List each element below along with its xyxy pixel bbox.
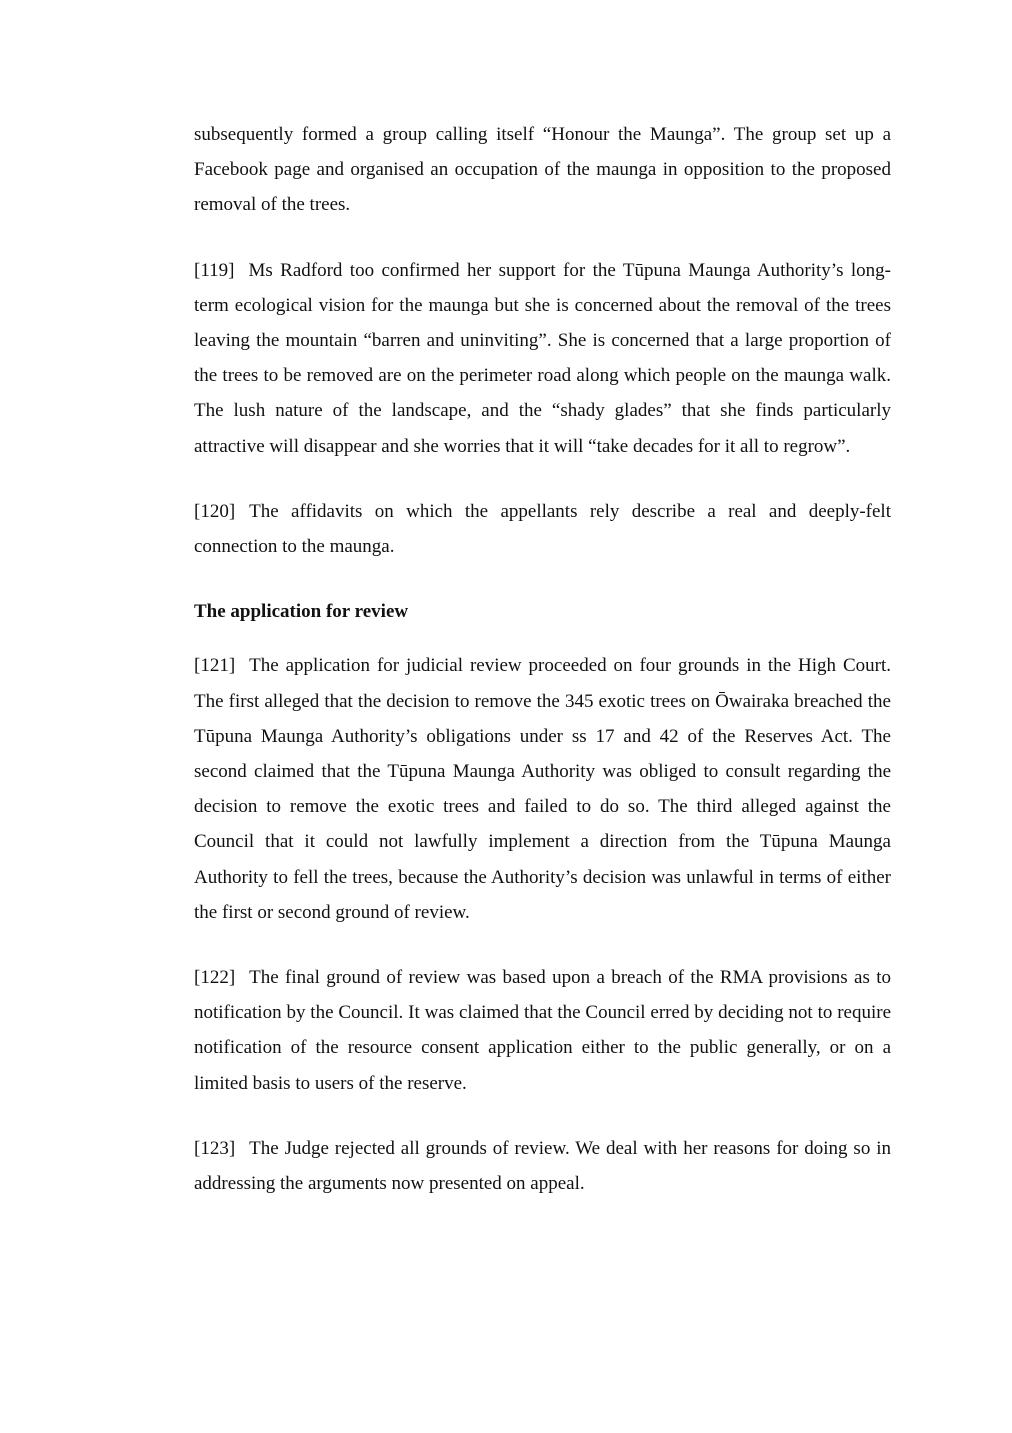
paragraph-text: The application for judicial review proceeded on four grounds in the High Court. The first alleged that the decision to remove the 345 exotic trees on Ōwairaka breached the Tūpuna Maunga Authority’s obligations under ss 17 and 42 of the Reserves Act. The second claimed that the Tūpuna Maunga Authority was obliged to consult regarding the decision to remove the exotic trees and failed to do so. The third alleged against the Council that it could not lawfully implement a direction from the Tūpuna Maunga Authority to fell the trees, because the Authority’s decision was unlawful in terms of either the first or second ground of review. bbox=[194, 655, 891, 923]
paragraph-120 bbox=[194, 494, 891, 564]
paragraph-text: Ms Radford too confirmed her support for the Tūpuna Maunga Authority’s long-term ecological vision for the maunga but she is concerned about the removal of the trees leaving the mountain “barren and uninviting”. She is concerned that a large proportion of the trees to be removed are on the perimeter road along which people on the maunga walk. The lush nature of the landscape, and the “shady glades” that she finds particularly attractive will disappear and she worries that it will “take decades for it all to regrow”. bbox=[194, 259, 891, 457]
paragraph-119 bbox=[194, 253, 891, 464]
section-heading: The application for review bbox=[194, 601, 409, 623]
paragraph-number: [120] bbox=[194, 500, 236, 522]
paragraph-121 bbox=[194, 648, 891, 930]
paragraph-text: The affidavits on which the appellants rely describe a real and deeply-felt connection to the maunga. bbox=[194, 500, 891, 558]
paragraph-text: The final ground of review was based upon a breach of the RMA provisions as to notification by the Council. It was claimed that the Council erred by deciding not to require notification of the resource consent application either to the public generally, or on a limited basis to users of the reserve. bbox=[194, 967, 891, 1094]
paragraph-123 bbox=[194, 1131, 891, 1201]
paragraph-122 bbox=[194, 960, 891, 1101]
document-body bbox=[194, 117, 891, 1201]
paragraph-number: [123] bbox=[194, 1137, 236, 1159]
paragraph-text: The Judge rejected all grounds of review. We deal with her reasons for doing so in addressing the arguments now presented on appeal. bbox=[194, 1137, 891, 1195]
paragraph-118-continued bbox=[194, 117, 891, 223]
paragraph-number: [122] bbox=[194, 967, 236, 989]
paragraph-number: [119] bbox=[194, 259, 235, 281]
paragraph-text: subsequently formed a group calling itself “Honour the Maunga”. The group set up a Facebook page and organised an occupation of the maunga in opposition to the proposed removal of the trees. bbox=[194, 124, 891, 216]
paragraph-number: [121] bbox=[194, 655, 236, 677]
